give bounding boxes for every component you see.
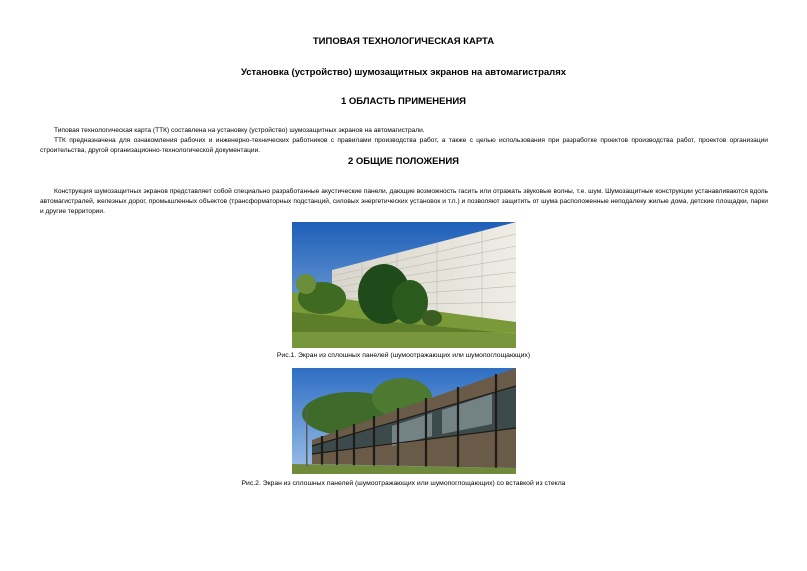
figure-1-solid-panel-barrier-photo (292, 222, 516, 348)
figure-1-caption: Рис.1. Экран из сплошных панелей (шумоотражающих или шумопоглощающих) (276, 352, 531, 359)
figure-2-caption: Рис.2. Экран из сплошных панелей (шумоотражающих или шумопоглощающих) со вставкой из стекла (241, 480, 566, 487)
figure-2-glass-insert-barrier-photo (292, 368, 516, 474)
section-heading-scope: 1 ОБЛАСТЬ ПРИМЕНЕНИЯ (340, 96, 467, 107)
document-subtitle: Установка (устройство) шумозащитных экранов на автомагистралях (240, 67, 567, 78)
section1-paragraph-1: Типовая технологическая карта (ТТК) составлена на установку (устройство) шумозащитных экранов на автомагистрали. (54, 127, 425, 134)
document-title: ТИПОВАЯ ТЕХНОЛОГИЧЕСКАЯ КАРТА (312, 36, 495, 47)
section2-paragraph-1: Конструкция шумозащитных экранов представляет собой специально разработанные акустические панели, дающие возможность гасить или отражать звуковые волны, т.е. шум. Шумозащитные конструкции устанавливаются вдоль автомагистралей, железных дорог, промышленных объектов (трансформаторных подстанций, силовых энергетических установок и т.п.) и позволяют защитить от шума расположенные неподалеку жилые дома, детские площадки, парки и другие территории. (40, 188, 768, 215)
section1-paragraph-2: ТТК предназначена для ознакомления рабочих и инженерно-технических работников с правилами производства работ, а также с целью использования при разработке проектов производства работ, проектов организации строительства, другой организационно-технологической документации. (40, 137, 768, 154)
section-heading-general: 2 ОБЩИЕ ПОЛОЖЕНИЯ (348, 156, 459, 167)
